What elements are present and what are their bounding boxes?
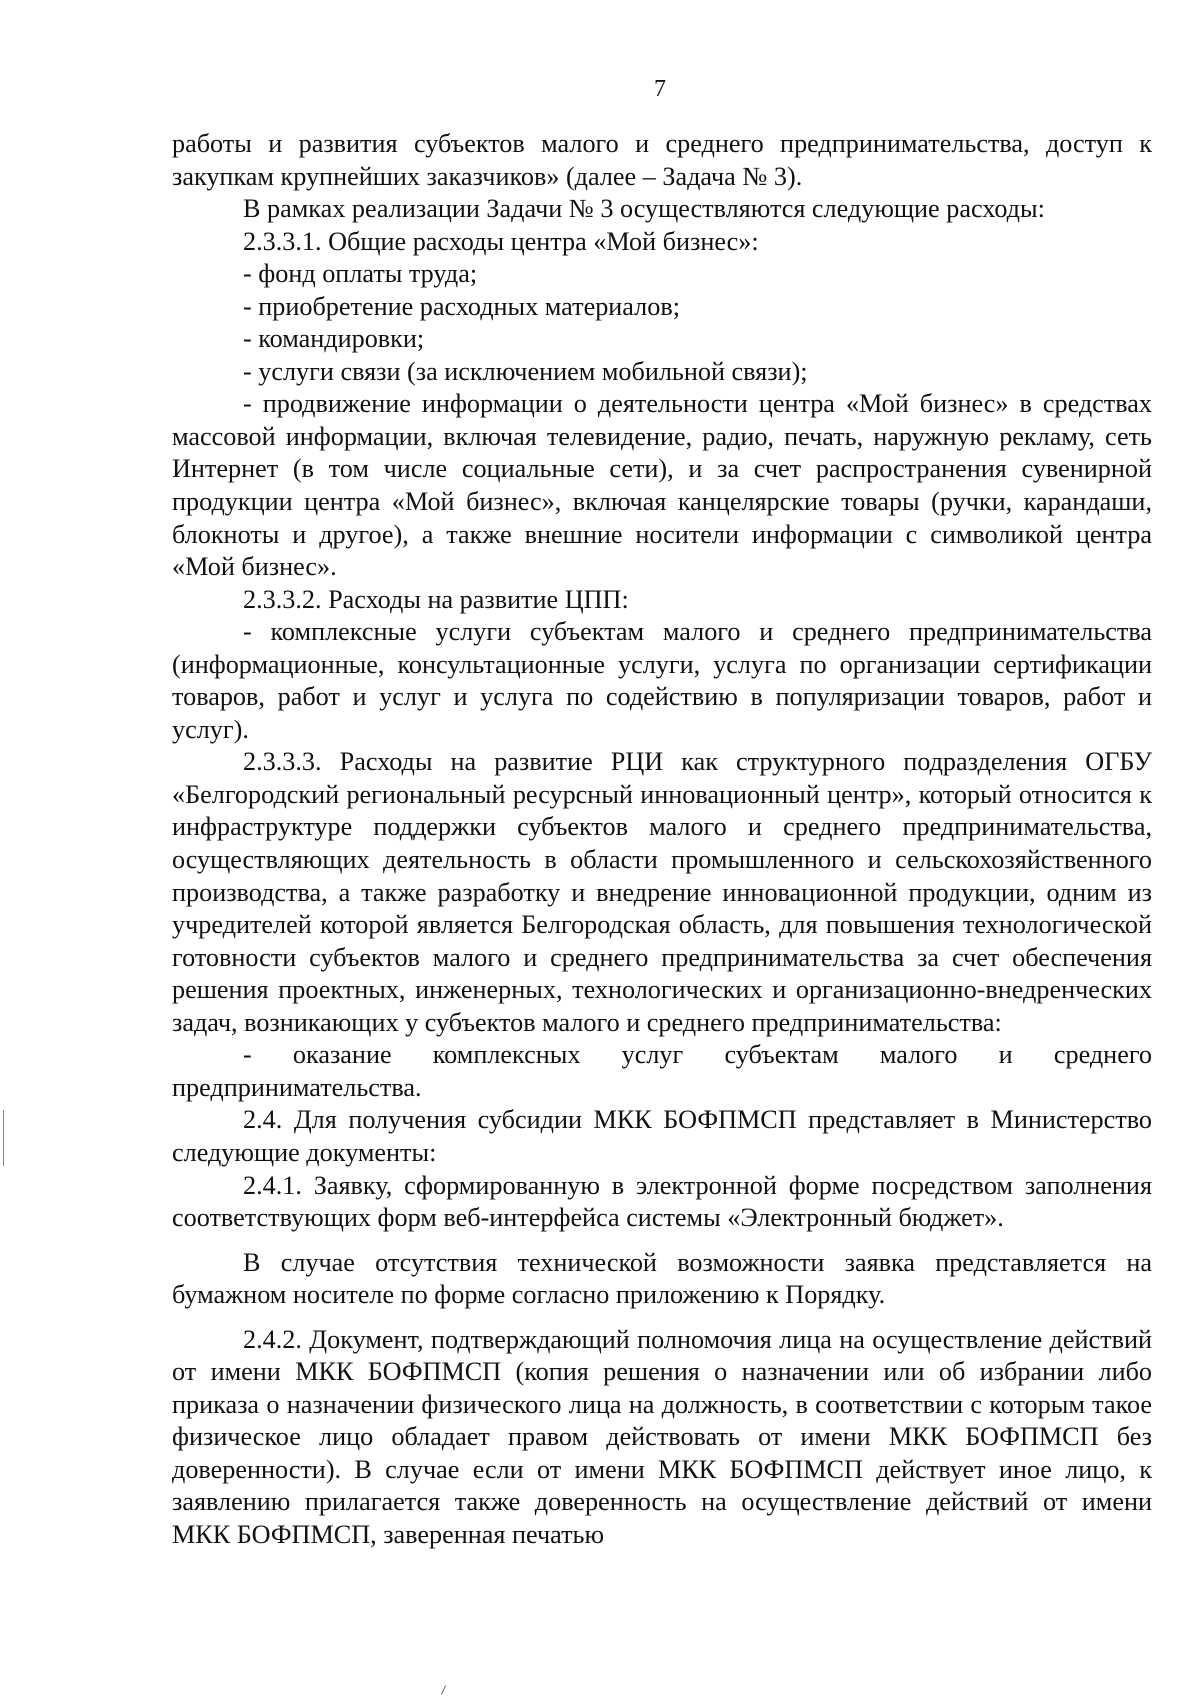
paragraph-2-3-3-3: 2.3.3.3. Расходы на развитие РЦИ как структурного подразделения ОГБУ «Белгородский региональный ресурсный инновационный центр», который относится к инфраструктуре поддержки субъектов малого и среднего предпринимательства, осуществляющих деятельность в области промышленного и сельскохозяйственного производства, а также разработку и внедрение инновационной продукции, одним из учредителей которой является Белгородская область, для повышения технологической готовности субъектов малого и среднего предпринимательства за счет обеспечения решения проектных, инженерных, технологических и организационно-внедренческих задач, возникающих у субъектов малого и среднего предпринимательства: xyxy=(172,747,1152,1037)
paragraph-paper-form: В случае отсутствия технической возможности заявка представляется на бумажном носителе по форме согласно приложению к Порядку. xyxy=(172,1247,1152,1310)
paragraph-task-3-intro: В рамках реализации Задачи № 3 осуществляются следующие расходы: xyxy=(243,194,1045,224)
paragraph-2-4: 2.4. Для получения субсидии МКК БОФПМСП представляет в Министерство следующие документы: xyxy=(172,1105,1152,1167)
list-item-promotion: - продвижение информации о деятельности центра «Мой бизнес» в средствах массовой информации, включая телевидение, радио, печать, наружную рекламу, сеть Интернет (в том числе социальные сети), и за счет распространения сувенирной продукции центра «Мой бизнес», включая канцелярские товары (ручки, карандаши, блокноты и другое), а также внешние носители информации с символикой центра «Мой бизнес». xyxy=(172,389,1152,582)
paragraph-continuation: работы и развития субъектов малого и среднего предпринимательства, доступ к закупкам крупнейших заказчиков» (далее – Задача № 3). xyxy=(172,129,1152,191)
paragraph-2-3-3-1: 2.3.3.1. Общие расходы центра «Мой бизнес»: xyxy=(243,226,759,256)
list-item-materials: - приобретение расходных материалов; xyxy=(243,291,680,321)
document-body xyxy=(172,128,1152,1552)
paragraph-2-4-1: 2.4.1. Заявку, сформированную в электронной форме посредством заполнения соответствующих форм веб-интерфейса системы «Электронный бюджет». xyxy=(172,1170,1152,1233)
list-item-communication: - услуги связи (за исключением мобильной связи); xyxy=(243,356,808,386)
list-item-travel: - командировки; xyxy=(243,324,425,354)
paragraph-2-3-3-2: 2.3.3.2. Расходы на развитие ЦПП: xyxy=(243,584,629,614)
page-number: 7 xyxy=(654,76,666,102)
scan-artifact-tick xyxy=(441,1685,446,1694)
scan-artifact-line xyxy=(3,1110,4,1166)
list-item-payroll: - фонд оплаты труда; xyxy=(243,259,478,289)
list-item-complex-services: - комплексные услуги субъектам малого и среднего предпринимательства (информационные, консультационные услуги, услуга по организации сертификации товаров, работ и услуг и услуга по содействию в популяризации товаров, работ и услуг). xyxy=(172,617,1152,744)
list-item-complex-services-rci: - оказание комплексных услуг субъектам малого и среднего предпринимательства. xyxy=(172,1040,1152,1102)
paragraph-2-4-2: 2.4.2. Документ, подтверждающий полномочия лица на осуществление действий от имени МКК БОФПМСП (копия решения о назначении или об избрании либо приказа о назначении физического лица на должность, в соответствии с которым такое физическое лицо обладает правом действовать от имени МКК БОФПМСП без доверенности). В случае если от имени МКК БОФПМСП действует иное лицо, к заявлению прилагается также доверенность на осуществление действий от имени МКК БОФПМСП, заверенная печатью xyxy=(172,1324,1152,1549)
